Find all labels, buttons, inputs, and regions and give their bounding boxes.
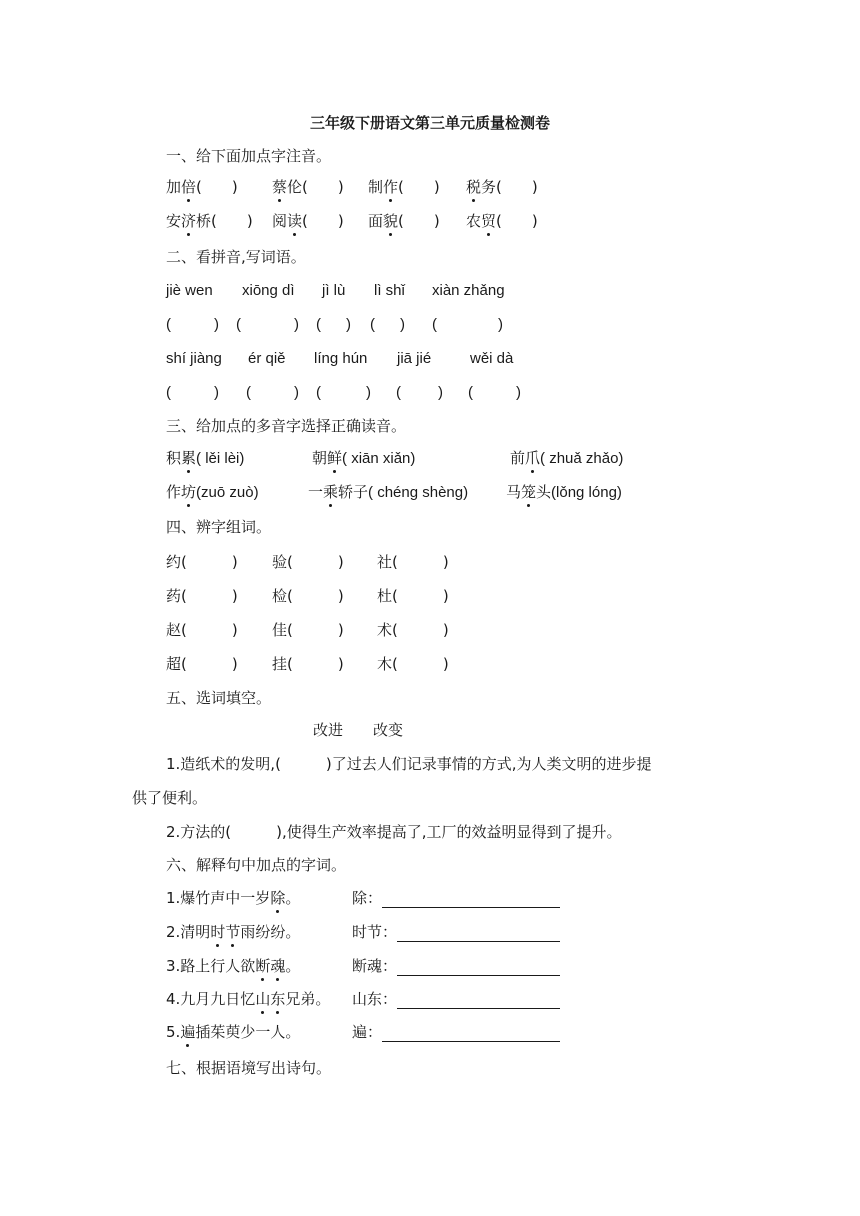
s5-question-1: 1.造纸术的发明,( )了过去人们记录事情的方式,为人类文明的进步提 <box>166 755 652 773</box>
pinyin-1: jiè wen <box>166 282 213 299</box>
answer-line[interactable] <box>397 959 560 976</box>
bracket-close: ) <box>294 316 299 333</box>
answer-line[interactable] <box>397 992 560 1009</box>
s6-item-3: 3.路上行人欲断魂。 <box>166 957 301 975</box>
pinyin-5: xiàn zhǎng <box>432 282 505 299</box>
s4-cell: 超( ) <box>166 655 238 673</box>
pinyin-4: lì shǐ <box>374 282 405 299</box>
pinyin-8: líng hún <box>314 350 368 367</box>
s1-item-1: 加倍( ) <box>166 178 238 196</box>
s6-item-2: 2.清明时节雨纷纷。 <box>166 923 301 941</box>
bracket-close: ) <box>366 384 371 401</box>
s6-item-1: 1.爆竹声中一岁除。 <box>166 889 301 907</box>
bracket-open: ( <box>468 384 473 401</box>
bracket-open: ( <box>316 316 321 333</box>
section-5-heading: 五、选词填空。 <box>166 689 272 707</box>
bracket-open: ( <box>432 316 437 333</box>
section-1-heading: 一、给下面加点字注音。 <box>166 147 332 165</box>
s4-cell: 杜( ) <box>377 587 449 605</box>
bracket-close: ) <box>438 384 443 401</box>
s4-cell: 验( ) <box>272 553 344 571</box>
s4-cell: 药( ) <box>166 587 238 605</box>
s1-item-2: 蔡伦( ) <box>272 178 344 196</box>
answer-line[interactable] <box>382 1025 560 1042</box>
s3-item-6: 马笼头(lǒng lóng) <box>506 483 622 501</box>
pinyin-6: shí jiàng <box>166 350 222 367</box>
bracket-close: ) <box>294 384 299 401</box>
s3-item-1: 积累( lěi lèi) <box>166 449 245 467</box>
bracket-open: ( <box>396 384 401 401</box>
pinyin-10: wěi dà <box>470 350 514 367</box>
s1-item-6: 阅读( ) <box>272 212 344 230</box>
section-3-heading: 三、给加点的多音字选择正确读音。 <box>166 417 407 435</box>
s4-cell: 术( ) <box>377 621 449 639</box>
page-title: 三年级下册语文第三单元质量检测卷 <box>309 114 550 132</box>
s6-answer-3[interactable]: 断魂： <box>352 956 560 976</box>
bracket-close: ) <box>498 316 503 333</box>
s3-item-2: 朝鲜( xiān xiǎn) <box>312 449 416 467</box>
section-6-heading: 六、解释句中加点的字词。 <box>166 856 347 874</box>
s4-cell: 赵( ) <box>166 621 238 639</box>
bracket-close: ) <box>214 384 219 401</box>
s6-answer-2[interactable]: 时节： <box>352 922 560 942</box>
s6-answer-5[interactable]: 遍： <box>352 1022 560 1042</box>
bracket-open: ( <box>236 316 241 333</box>
s4-cell: 约( ) <box>166 553 238 571</box>
section-4-heading: 四、辨字组词。 <box>166 518 272 536</box>
answer-line[interactable] <box>382 891 560 908</box>
bracket-open: ( <box>166 316 171 333</box>
s3-item-3: 前爪( zhuǎ zhǎo) <box>510 449 624 467</box>
s3-item-5: 一乘轿子( chéng shèng) <box>308 483 469 501</box>
s1-item-3: 制作( ) <box>368 178 440 196</box>
s3-item-4: 作坊(zuō zuò) <box>166 483 259 501</box>
bracket-open: ( <box>316 384 321 401</box>
answer-line[interactable] <box>397 925 560 942</box>
s6-item-5: 5.遍插茱萸少一人。 <box>166 1023 301 1041</box>
pinyin-2: xiōng dì <box>242 282 295 299</box>
bracket-open: ( <box>246 384 251 401</box>
bracket-close: ) <box>346 316 351 333</box>
s6-answer-1[interactable]: 除： <box>352 888 560 908</box>
s4-cell: 社( ) <box>377 553 449 571</box>
pinyin-7: ér qiě <box>248 350 286 367</box>
s4-cell: 佳( ) <box>272 621 344 639</box>
bracket-close: ) <box>214 316 219 333</box>
s1-item-4: 税务( ) <box>466 178 538 196</box>
s5-question-1-cont: 供了便利。 <box>132 789 208 807</box>
bracket-close: ) <box>516 384 521 401</box>
section-7-heading: 七、根据语境写出诗句。 <box>166 1059 332 1077</box>
bracket-close: ) <box>400 316 405 333</box>
bracket-open: ( <box>370 316 375 333</box>
s4-cell: 检( ) <box>272 587 344 605</box>
bracket-open: ( <box>166 384 171 401</box>
s4-cell: 木( ) <box>377 655 449 673</box>
s6-answer-4[interactable]: 山东： <box>352 989 560 1009</box>
s4-cell: 挂( ) <box>272 655 344 673</box>
pinyin-9: jiā jié <box>397 350 432 367</box>
pinyin-3: jì lù <box>322 282 346 299</box>
s1-item-5: 安济桥( ) <box>166 212 253 230</box>
s5-question-2: 2.方法的( ),使得生产效率提高了,工厂的效益明显得到了提升。 <box>166 823 622 841</box>
s1-item-7: 面貌( ) <box>368 212 440 230</box>
word-choices: 改进 改变 <box>313 721 404 739</box>
s6-item-4: 4.九月九日忆山东兄弟。 <box>166 990 331 1008</box>
s1-item-8: 农贸( ) <box>466 212 538 230</box>
section-2-heading: 二、看拼音,写词语。 <box>166 248 306 266</box>
